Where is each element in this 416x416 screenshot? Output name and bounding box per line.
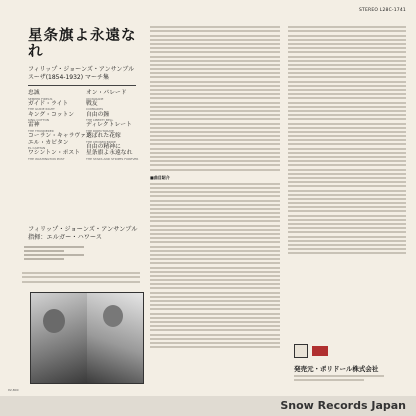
performer-ensemble: フィリップ・ジョーンズ・アンサンブル — [28, 226, 138, 233]
section-header: ■曲目紹介 — [150, 174, 170, 180]
text-line — [24, 246, 84, 248]
performer-block — [28, 226, 158, 242]
track-item: 戦友 COMRADES — [86, 100, 104, 112]
track-item: ガイド・ライト THE GUIDE RIGHT — [28, 100, 69, 112]
divider — [28, 85, 136, 86]
track-item: 選ばれた花嫁 THE CHOSEN BRIDE — [86, 133, 121, 144]
track-item: オン・パレード ON PARADE — [86, 90, 127, 101]
ensemble-photo — [30, 292, 144, 384]
person-silhouette — [103, 305, 123, 327]
track-item: 星条旗よ永遠なれ THE STARS AND STRIPES FOREVER — [86, 150, 139, 161]
person-silhouette — [43, 309, 65, 333]
left-column — [20, 24, 140, 208]
logo-row — [294, 344, 404, 358]
track-item: 雷神 THE THUNDERER — [28, 122, 54, 133]
track-item: 忠誠 SEMPER FIDELIS — [28, 90, 53, 101]
track-item: 自由の精神に — [86, 143, 121, 150]
publisher-address — [294, 375, 404, 381]
track-list — [28, 90, 143, 208]
text-line — [24, 254, 84, 256]
performer-conductor: 指揮：エルガー・ハワース — [28, 234, 102, 241]
liner-notes-center — [150, 24, 280, 394]
track-column-right — [86, 90, 142, 161]
watermark-text: Snow Records Japan — [280, 399, 406, 412]
price-label: ¥2,800 — [8, 388, 19, 392]
publisher-block — [294, 344, 404, 384]
text-line — [24, 250, 64, 252]
track-column-left — [28, 90, 92, 161]
liner-notes-right — [288, 24, 406, 394]
track-item: キング・コットン KING COTTON — [28, 111, 75, 123]
publisher-name: 発売元・ポリドール株式会社 — [294, 365, 379, 373]
track-item: エル・カピタン EL CAPITAN — [28, 139, 69, 151]
track-item: コーラン・キャラヴァン — [28, 133, 92, 140]
suite-line — [28, 74, 140, 82]
composer-years: スーザ(1854-1932) — [28, 74, 84, 81]
text-line — [22, 276, 140, 278]
label-logo-icon — [294, 344, 308, 358]
ensemble-line: フィリップ・ジョーンズ・アンサンブル — [28, 66, 135, 73]
track-item: 自由の鐘 THE LIBERTY BELL — [86, 111, 114, 123]
text-line — [22, 281, 140, 283]
liner-notes-left — [22, 270, 140, 285]
march-collection: マーチ集 — [85, 74, 110, 81]
track-item: ディレクトレート THE DIRECTORATE — [86, 122, 132, 133]
photo-left — [31, 293, 87, 383]
stereo-catalog-number: STEREO L28C-1741 — [358, 8, 406, 13]
london-logo-icon — [312, 346, 328, 356]
credits-block — [24, 244, 84, 262]
track-item: ワシントン・ポスト THE WASHINGTON POST — [28, 150, 81, 161]
text-line — [24, 258, 64, 260]
album-title: 星条旗よ永遠なれ — [28, 27, 137, 60]
text-line — [22, 272, 140, 274]
